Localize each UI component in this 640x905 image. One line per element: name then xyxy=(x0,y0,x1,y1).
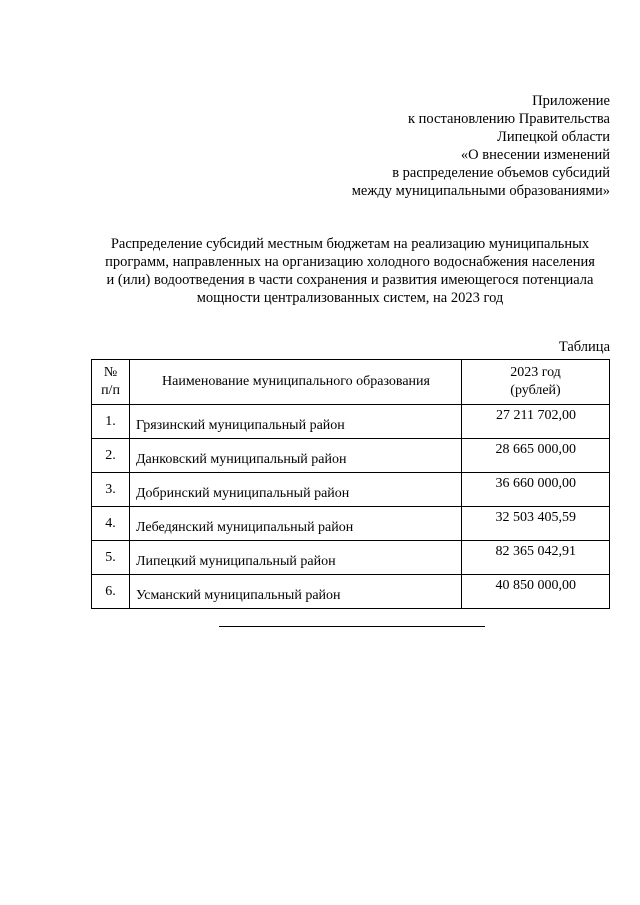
row-name: Липецкий муниципальный район xyxy=(130,541,462,575)
closing-divider xyxy=(219,626,485,627)
header-name: Наименование муниципального образования xyxy=(130,360,462,405)
row-number: 6. xyxy=(92,575,130,609)
table-header-row xyxy=(92,360,610,405)
row-number: 3. xyxy=(92,473,130,507)
header-sum-line2: (рублей) xyxy=(510,383,561,398)
row-name: Грязинский муниципальный район xyxy=(130,405,462,439)
table-row xyxy=(92,575,610,609)
title-line: и (или) водоотведения в части сохранения и развития имеющегося потенциала xyxy=(106,272,594,288)
row-name: Усманский муниципальный район xyxy=(130,575,462,609)
header-sum-line1: 2023 год xyxy=(510,365,561,380)
row-number: 1. xyxy=(92,405,130,439)
row-sum: 27 211 702,00 xyxy=(462,405,610,439)
appendix-line: в распределение объемов субсидий xyxy=(392,165,610,181)
table-row xyxy=(92,405,610,439)
appendix-line: Приложение xyxy=(532,93,610,109)
table-row xyxy=(92,473,610,507)
row-sum: 32 503 405,59 xyxy=(462,507,610,541)
row-sum: 40 850 000,00 xyxy=(462,575,610,609)
appendix-line: к постановлению Правительства xyxy=(408,111,610,127)
appendix-line: Липецкой области xyxy=(497,129,610,145)
row-name: Данковский муниципальный район xyxy=(130,439,462,473)
appendix-line: между муниципальными образованиями» xyxy=(351,183,610,199)
row-number: 5. xyxy=(92,541,130,575)
title-line: программ, направленных на организацию холодного водоснабжения населения xyxy=(105,254,595,270)
table-row xyxy=(92,439,610,473)
row-sum: 28 665 000,00 xyxy=(462,439,610,473)
appendix-line: «О внесении изменений xyxy=(460,147,610,163)
document-title xyxy=(90,235,610,307)
row-sum: 36 660 000,00 xyxy=(462,473,610,507)
row-name: Добринский муниципальный район xyxy=(130,473,462,507)
table-caption: Таблица xyxy=(558,339,610,355)
table-row xyxy=(92,507,610,541)
appendix-block xyxy=(352,92,610,200)
row-number: 4. xyxy=(92,507,130,541)
row-number: 2. xyxy=(92,439,130,473)
header-number xyxy=(92,360,130,405)
row-sum: 82 365 042,91 xyxy=(462,541,610,575)
subsidy-table xyxy=(91,359,610,609)
title-line: мощности централизованных систем, на 2023 год xyxy=(196,290,504,306)
title-line: Распределение субсидий местным бюджетам на реализацию муниципальных xyxy=(110,236,590,252)
header-number-line1: № xyxy=(103,365,118,380)
row-name: Лебедянский муниципальный район xyxy=(130,507,462,541)
header-sum xyxy=(462,360,610,405)
table-row xyxy=(92,541,610,575)
header-number-line2: п/п xyxy=(101,383,120,398)
